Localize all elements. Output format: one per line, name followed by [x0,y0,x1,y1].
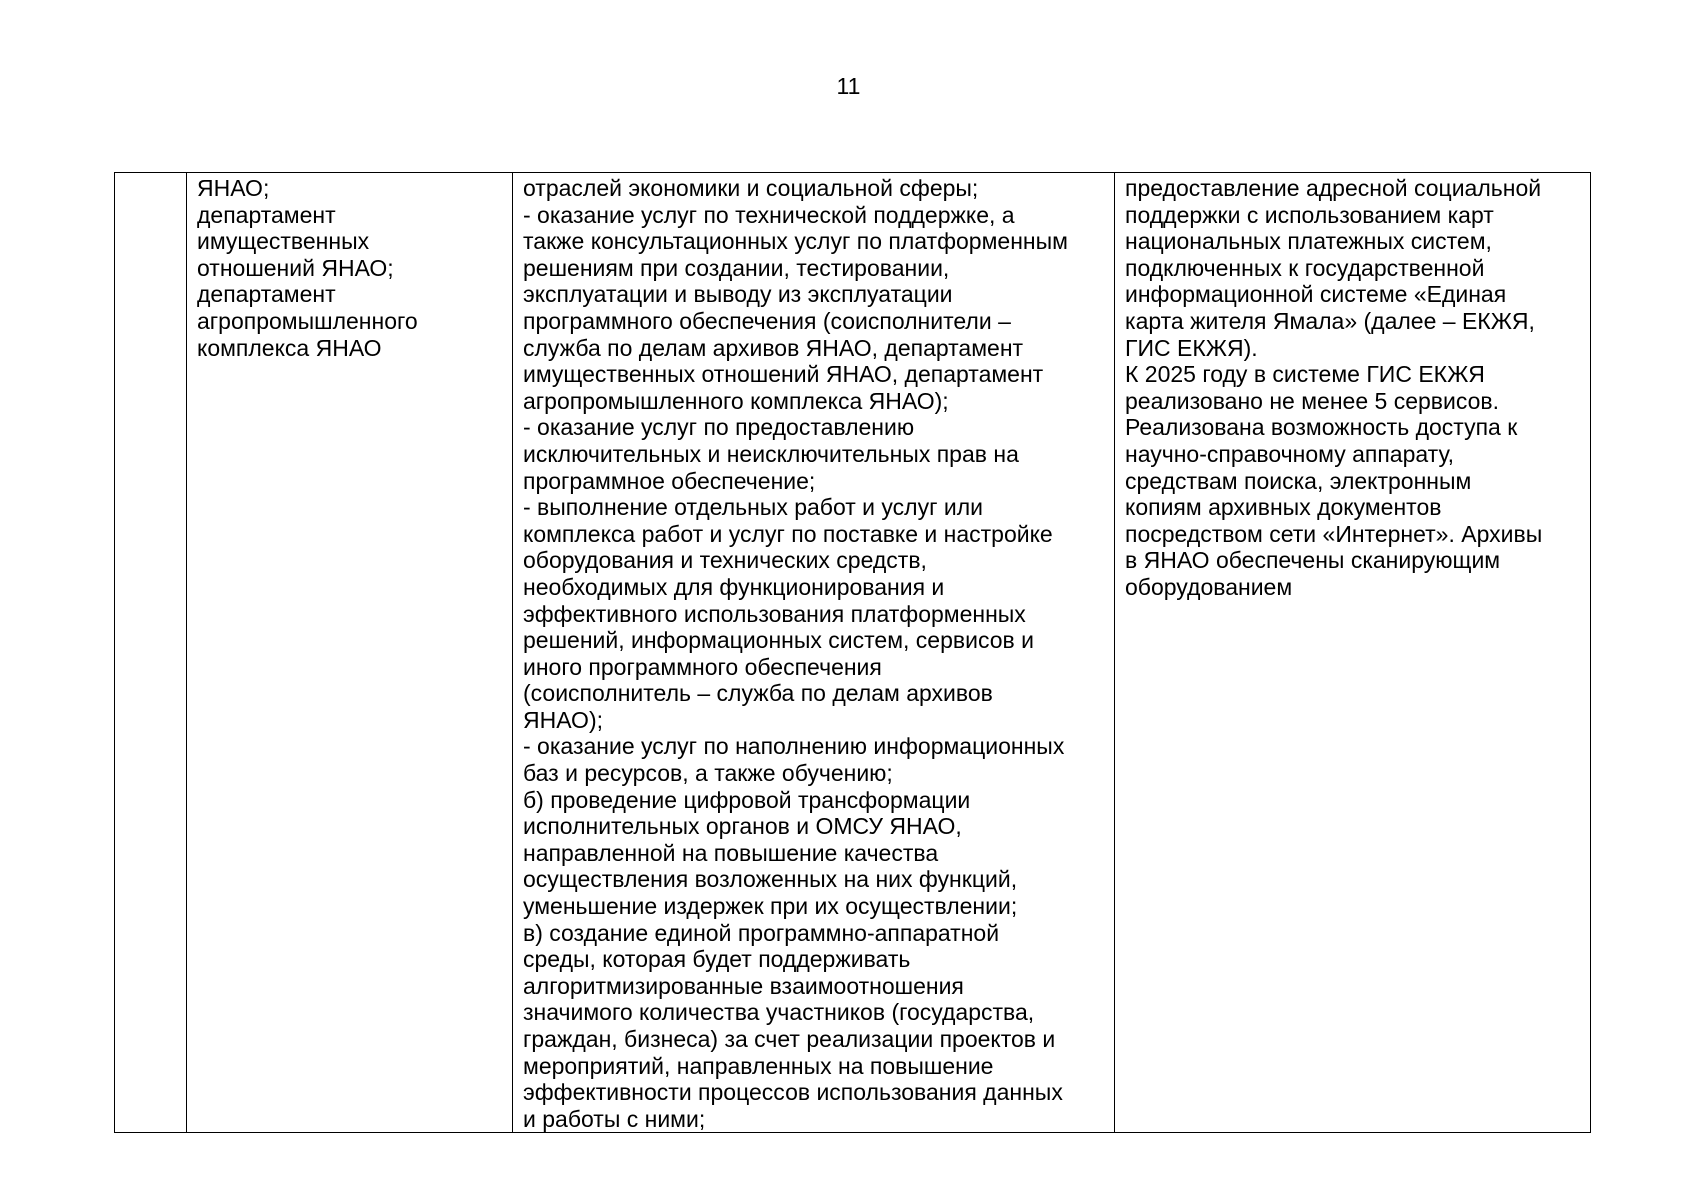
cell-executors: ЯНАО; департамент имущественных отношений ЯНАО; департамент агропромышленного комплекса ЯНАО [187,173,513,1133]
cell-number [115,173,187,1133]
table-row [115,173,1591,1133]
cell-activities: отраслей экономики и социальной сферы; - оказание услуг по технической поддержке, а также консультационных услуг по платформенным решениям при создании, тестировании, эксплуатации и выводу из эксплуатации программного обеспечения (соисполнители – служба по делам архивов ЯНАО, департамент имущественных отношений ЯНАО, департамент агропромышленного комплекса ЯНАО); - оказание услуг по предоставлению исключительных и неисключительных прав на программное обеспечение; - выполнение отдельных работ и услуг или комплекса работ и услуг по поставке и настройке оборудования и технических средств, необходимых для функционирования и эффективного использования платформенных решений, информационных систем, сервисов и иного программного обеспечения (соисполнитель – служба по делам архивов ЯНАО); - оказание услуг по наполнению информационных баз и ресурсов, а также обучению; б) проведение цифровой трансформации исполнительных органов и ОМСУ ЯНАО, направленной на повышение качества осуществления возложенных на них функций, уменьшение издержек при их осуществлении; в) создание единой программно-аппаратной среды, которая будет поддерживать алгоритмизированные взаимоотношения значимого количества участников (государства, граждан, бизнеса) за счет реализации проектов и мероприятий, направленных на повышение эффективности процессов использования данных и работы с ними; [513,173,1115,1133]
cell-results: предоставление адресной социальной поддержки с использованием карт национальных платежных систем, подключенных к государственной информационной системе «Единая карта жителя Ямала» (далее – ЕКЖЯ, ГИС ЕКЖЯ). К 2025 году в системе ГИС ЕКЖЯ реализовано не менее 5 сервисов. Реализована возможность доступа к научно-справочному аппарату, средствам поиска, электронным копиям архивных документов посредством сети «Интернет». Архивы в ЯНАО обеспечены сканирующим оборудованием [1115,173,1591,1133]
page-number: 11 [836,73,861,99]
program-table [114,172,1591,1133]
